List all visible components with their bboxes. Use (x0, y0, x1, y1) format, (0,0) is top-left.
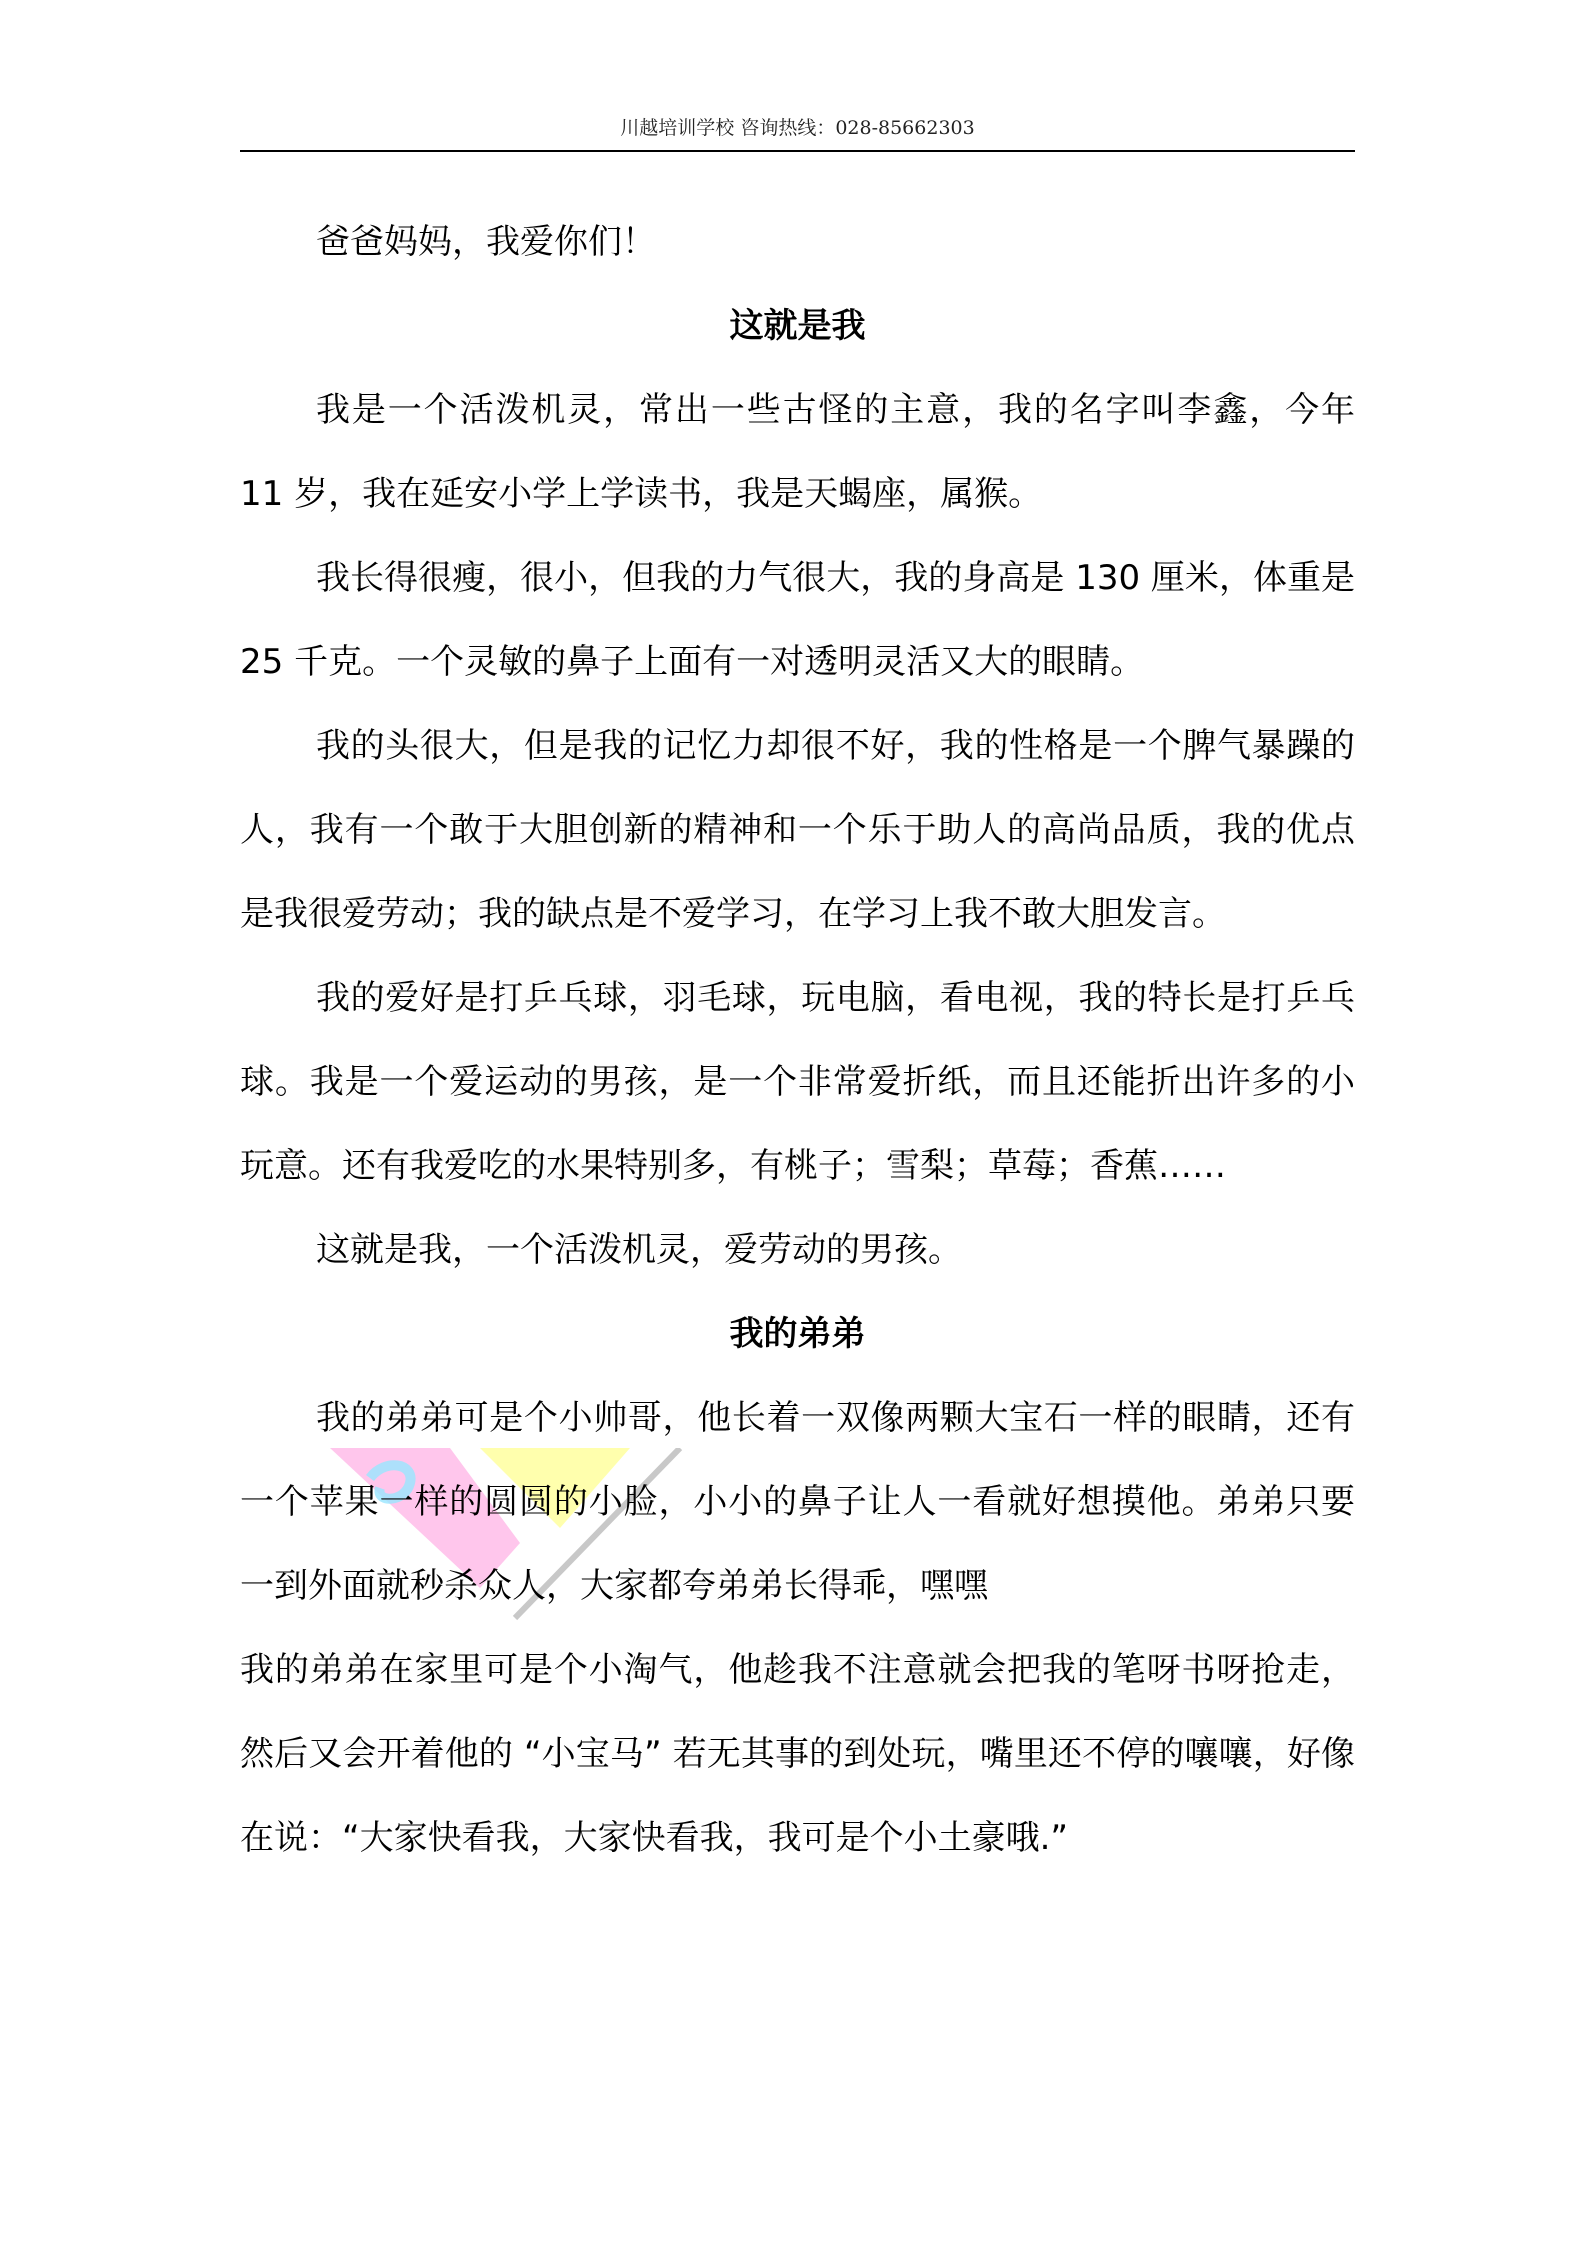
paragraph: 我长得很瘦，很小，但我的力气很大，我的身高是 130 厘米，体重是 25 千克。一个灵敏的鼻子上面有一对透明灵活又大的眼睛。 (240, 558, 1355, 682)
paragraph: 我的弟弟在家里可是个小淘气，他趁我不注意就会把我的笔呀书呀抢走，然后又会开着他的 “小宝马” 若无其事的到处玩，嘴里还不停的嚷嚷，好像在说：“大家快看我，大家快看我，我可是个小土豪哦.” (240, 1650, 1355, 1858)
paragraph: 这就是我，一个活泼机灵，爱劳动的男孩。 (316, 1230, 962, 1270)
section-heading: 我的弟弟 (729, 1314, 866, 1354)
paragraph: 我的弟弟可是个小帅哥，他长着一双像两颗大宝石一样的眼睛，还有一个苹果一样的圆圆的小脸，小小的鼻子让人一看就好想摸他。弟弟只要一到外面就秒杀众人，大家都夸弟弟长得乖，嘿嘿 (240, 1398, 1355, 1606)
paragraph: 我是一个活泼机灵，常出一些古怪的主意，我的名字叫李鑫，今年 11 岁，我在延安小学上学读书，我是天蝎座，属猴。 (240, 390, 1355, 514)
paragraph: 我的爱好是打乒乓球，羽毛球，玩电脑，看电视，我的特长是打乒乓球。我是一个爱运动的男孩，是一个非常爱折纸，而且还能折出许多的小玩意。还有我爱吃的水果特别多，有桃子；雪梨；草莓；香蕉…… (240, 978, 1355, 1186)
paragraph: 我的头很大，但是我的记忆力却很不好，我的性格是一个脾气暴躁的人，我有一个敢于大胆创新的精神和一个乐于助人的高尚品质，我的优点是我很爱劳动；我的缺点是不爱学习，在学习上我不敢大胆发言。 (240, 726, 1355, 934)
section-heading: 这就是我 (729, 306, 866, 346)
page-header (240, 112, 1355, 152)
header-text: 川越培训学校 咨询热线：028-85662303 (620, 117, 975, 139)
document-body (240, 200, 1355, 1880)
paragraph: 爸爸妈妈，我爱你们！ (316, 222, 656, 262)
